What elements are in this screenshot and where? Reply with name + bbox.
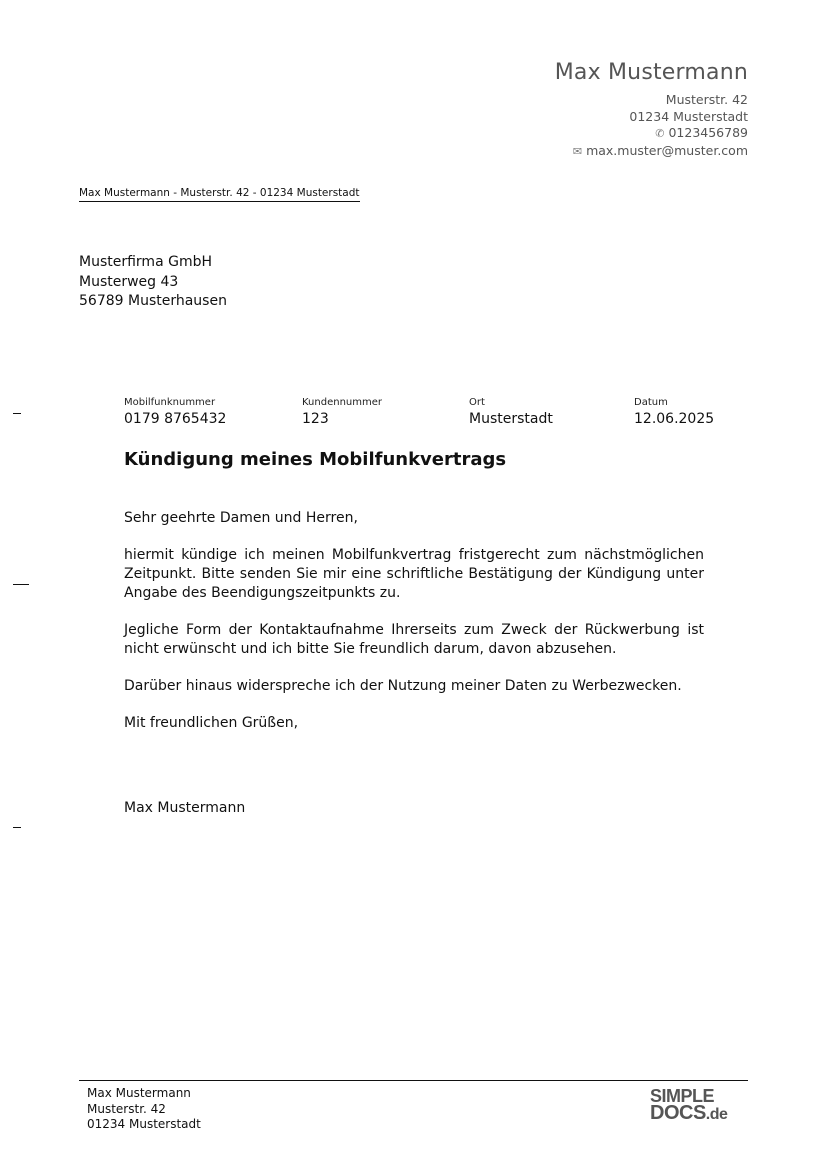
recipient-company: Musterfirma GmbH (79, 254, 212, 270)
envelope-icon: ✉ (572, 144, 583, 158)
sender-name: Max Mustermann (554, 60, 748, 85)
footer-city: 01234 Musterstadt (87, 1117, 201, 1131)
logo-suffix: .de (705, 1106, 728, 1123)
info-place (469, 397, 553, 427)
info-customer-number (302, 397, 382, 427)
info-label: Datum (634, 397, 668, 408)
logo-docs: DOCS (650, 1102, 706, 1124)
info-label: Kundennummer (302, 397, 382, 408)
body-paragraph: hiermit kündige ich meinen Mobilfunkvertrag fristgerecht zum nächstmöglichen Zeitpunkt. Bitte senden Sie mir eine schriftliche Bestätigung der Kündigung unter Angabe des Beendigungszeitpunkts zu. (124, 547, 704, 601)
info-bar (124, 397, 724, 437)
letter-body (124, 509, 704, 751)
info-value: 0179 8765432 (124, 411, 227, 427)
info-mobile (124, 397, 226, 427)
logo-line-2 (650, 1102, 728, 1124)
sender-phone (573, 125, 748, 143)
info-label: Mobilfunknummer (124, 397, 216, 408)
sender-phone-number: 0123456789 (668, 125, 748, 140)
letter-subject: Kündigung meines Mobilfunkvertrags (124, 449, 507, 470)
logo-line-1: SIMPLE (650, 1086, 715, 1106)
info-label: Ort (469, 397, 485, 408)
simpledocs-logo (650, 1088, 727, 1123)
sender-city: 01234 Musterstadt (629, 108, 748, 124)
body-paragraph: Jegliche Form der Kontaktaufnahme Ihrerseits zum Zweck der Rückwerbung ist nicht erwünscht und ich bitte Sie freundlich darum, davon abzusehen. (124, 622, 704, 657)
sender-street: Musterstr. 42 (665, 92, 748, 107)
phone-icon: ✆ (655, 127, 665, 140)
footer-address (87, 1086, 201, 1133)
body-paragraph: Darüber hinaus widerspreche ich der Nutzung meiner Daten zu Werbezwecken. (124, 678, 682, 694)
signature-name: Max Mustermann (124, 800, 246, 816)
return-address-line: Max Mustermann - Musterstr. 42 - 01234 Musterstadt (79, 187, 360, 202)
salutation: Sehr geehrte Damen und Herren, (124, 510, 358, 526)
punch-mark (13, 584, 29, 585)
info-value: 12.06.2025 (634, 411, 715, 427)
info-value: 123 (302, 411, 329, 427)
footer-street: Musterstr. 42 (87, 1101, 166, 1116)
sender-email (573, 143, 748, 161)
recipient-address (79, 253, 227, 312)
info-value: Musterstadt (469, 411, 553, 427)
fold-mark-bottom (13, 827, 21, 828)
info-date (634, 397, 714, 427)
recipient-city: 56789 Musterhausen (79, 293, 227, 309)
closing: Mit freundlichen Grüßen, (124, 715, 299, 731)
recipient-street: Musterweg 43 (79, 273, 179, 290)
sender-address (573, 92, 748, 160)
footer-name: Max Mustermann (87, 1086, 191, 1100)
footer-divider (79, 1080, 748, 1081)
fold-mark-top (13, 413, 21, 414)
sender-email-address: max.muster@muster.com (586, 142, 748, 158)
